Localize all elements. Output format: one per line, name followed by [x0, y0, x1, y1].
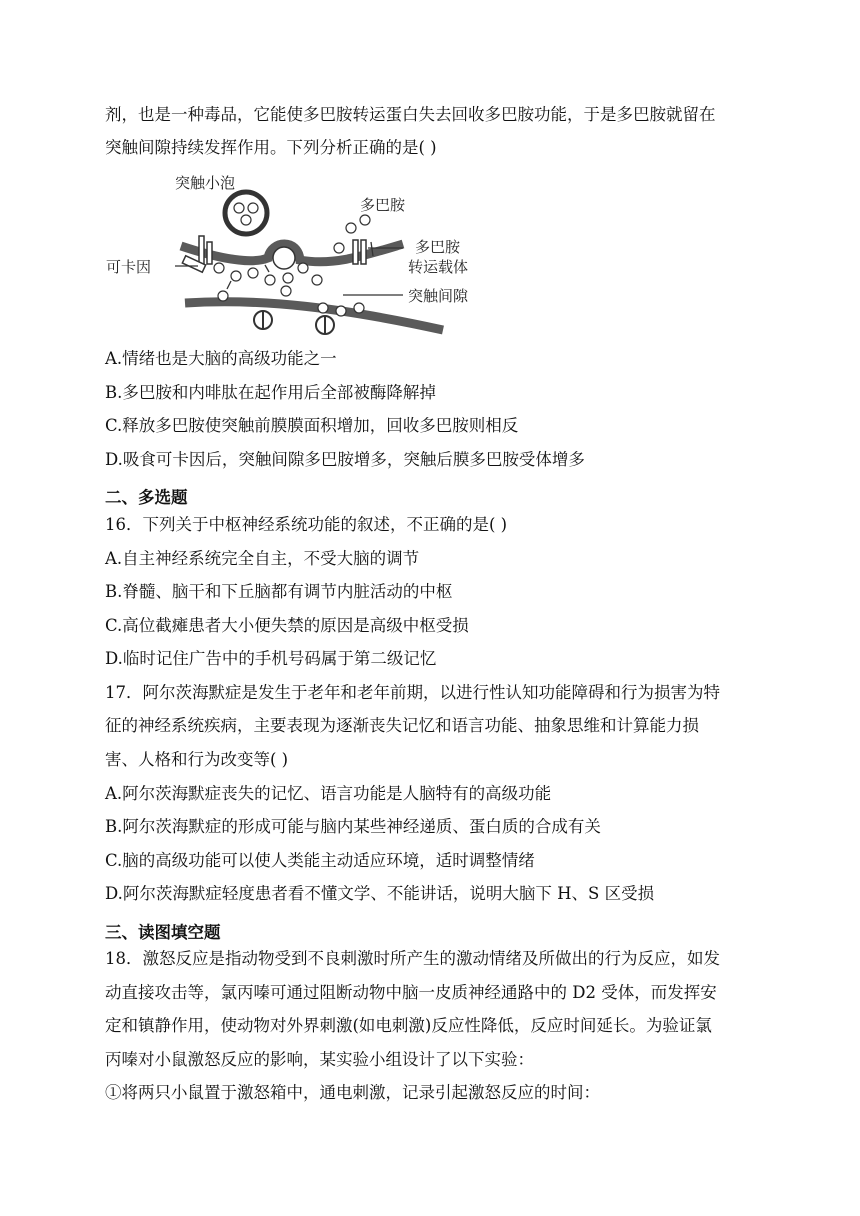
section-heading-diagram-fill: 三、读图填空题: [105, 923, 221, 942]
q17-option-c: C.脑的高级功能可以使人类能主动适应环境，适时调整情绪: [105, 851, 535, 870]
q18-line-1: 18．激怒反应是指动物受到不良刺激时所产生的激动情绪及所做出的行为反应，如发: [105, 949, 720, 968]
q16-option-d: D.临时记住广告中的手机号码属于第二级记忆: [105, 649, 437, 668]
q18-line-3: 定和镇静作用，使动物对外界刺激(如电刺激)反应性降低，反应时间延长。为验证氯: [105, 1016, 712, 1035]
q17-option-a: A.阿尔茨海默症丧失的记忆、语言功能是人脑特有的高级功能: [105, 784, 552, 803]
intro-line-1: 剂，也是一种毒品，它能使多巴胺转运蛋白失去回收多巴胺功能，于是多巴胺就留在: [105, 105, 716, 124]
label-cocaine: 可卡因: [106, 258, 152, 276]
q17-stem-line-1: 17．阿尔茨海默症是发生于老年和老年前期，以进行性认知功能障碍和行为损害为特: [105, 683, 720, 702]
q15-option-c: C.释放多巴胺使突触前膜膜面积增加，回收多巴胺则相反: [105, 416, 519, 435]
label-synaptic-cleft: 突触间隙: [408, 287, 469, 305]
intro-line-2: 突触间隙持续发挥作用。下列分析正确的是( ): [105, 138, 437, 157]
q17-stem-line-2: 征的神经系统疾病，主要表现为逐渐丧失记忆和语言功能、抽象思维和计算能力损: [105, 716, 699, 735]
q16-option-c: C.高位截瘫患者大小便失禁的原因是高级中枢受损: [105, 616, 469, 635]
label-synaptic-vesicle: 突触小泡: [175, 174, 236, 192]
q18-line-2: 动直接攻击等，氯丙嗪可通过阻断动物中脑一皮质神经通路中的 D2 受体，而发挥安: [105, 983, 717, 1002]
left-transporter: [199, 236, 204, 264]
q17-option-b: B.阿尔茨海默症的形成可能与脑内某些神经递质、蛋白质的合成有关: [105, 817, 601, 836]
q17-option-d: D.阿尔茨海默症轻度患者看不懂文学、不能讲话，说明大脑下 H、S 区受损: [105, 884, 655, 903]
q17-stem-line-3: 害、人格和行为改变等( ): [105, 750, 289, 769]
q18-line-4: 丙嗪对小鼠激怒反应的影响，某实验小组设计了以下实验：: [105, 1050, 534, 1069]
q16-option-a: A.自主神经系统完全自主，不受大脑的调节: [105, 549, 420, 568]
synaptic-vesicle: [225, 192, 267, 234]
label-transporter-line1: 多巴胺: [415, 238, 461, 256]
synapse-diagram: [103, 168, 488, 340]
label-dopamine: 多巴胺: [360, 196, 406, 214]
q18-line-5: ①将两只小鼠置于激怒箱中，通电刺激，记录引起激怒反应的时间：: [105, 1083, 600, 1102]
section-heading-multi-choice: 二、多选题: [105, 488, 188, 507]
q15-option-d: D.吸食可卡因后，突触间隙多巴胺增多，突触后膜多巴胺受体增多: [105, 450, 585, 469]
q16-option-b: B.脊髓、脑干和下丘脑都有调节内脏活动的中枢: [105, 582, 453, 601]
dopamine-transporter: [353, 240, 358, 264]
q15-option-a: A.情绪也是大脑的高级功能之一: [105, 349, 337, 368]
label-transporter-line2: 转运载体: [408, 258, 469, 276]
q16-stem: 16．下列关于中枢神经系统功能的叙述，不正确的是( ): [105, 515, 508, 534]
q15-option-b: B.多巴胺和内啡肽在起作用后全部被酶降解掉: [105, 383, 436, 402]
postsynaptic-membrane: [185, 302, 443, 330]
